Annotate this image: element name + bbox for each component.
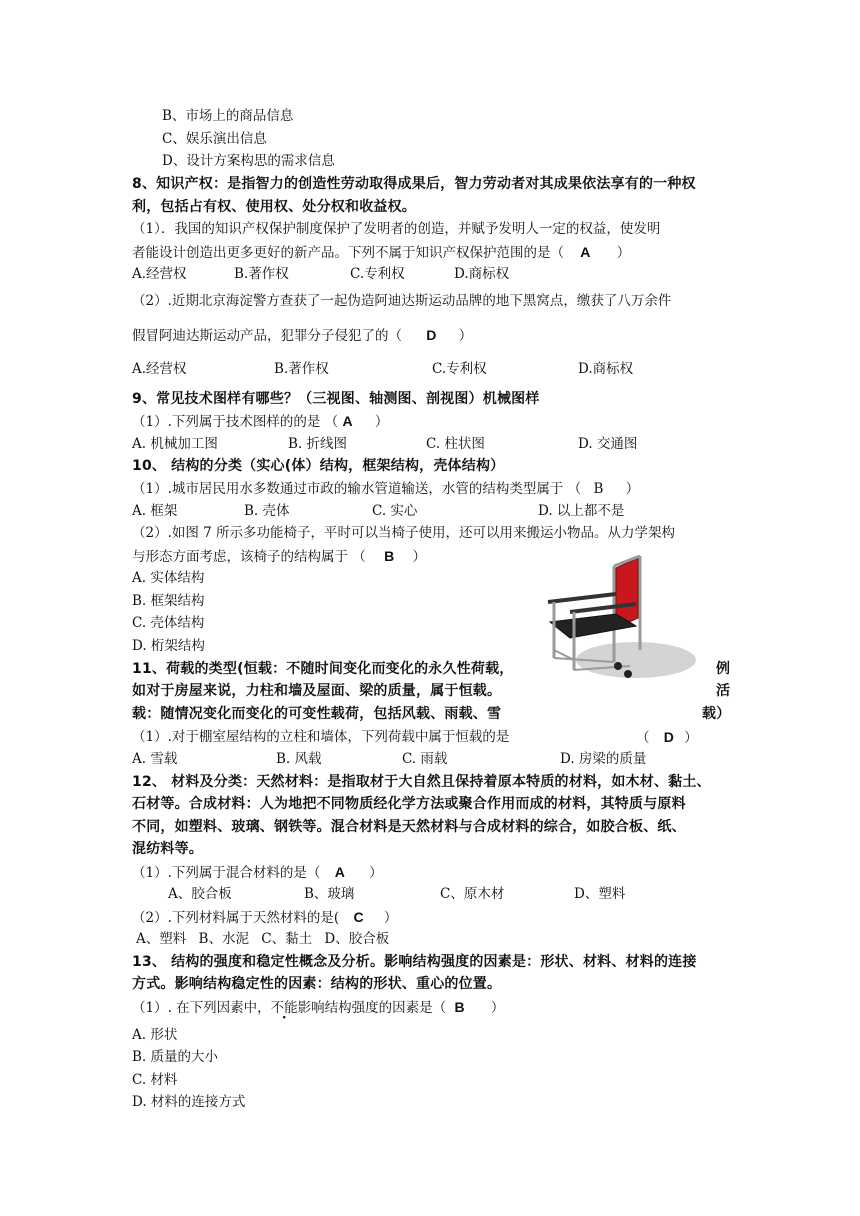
q12-s1-option: C、原木材: [440, 886, 505, 902]
q10-s1-answer: B: [593, 481, 604, 497]
q8-s1-option: D.商标权: [454, 266, 510, 282]
q8-s1-option: A.经营权: [132, 266, 187, 282]
q10-s1-option: A. 框架: [132, 503, 178, 519]
q12-s1-options: [168, 884, 688, 904]
q11-s1-stem: （1）.对于棚室屋结构的立柱和墙体，下列荷载中属于恒载的是: [132, 729, 510, 745]
q9-s1-option: C. 柱状图: [426, 436, 485, 452]
chair-figure: [540, 550, 700, 690]
q9-s1-stem: （1）.下列属于技术图样的的是 （: [132, 414, 339, 430]
q12-line3: 不同，如塑料、玻璃、钢铁等。混合材料是天然材料与合成材料的综合，如胶合板、纸、: [132, 819, 686, 835]
q9-heading: 9、常见技术图样有哪些？（三视图、轴测图、剖视图）机械图样: [132, 391, 540, 407]
q10-s2-option-d: D. 桁架结构: [132, 638, 205, 654]
q7-option-b: B、市场上的商品信息: [162, 108, 294, 124]
q11-s1-option: D. 房梁的质量: [560, 751, 647, 767]
q12-line1: 12、 材料及分类：天然材料：是指取材于大自然且保持着原本特质的材料，如木材、黏土、: [132, 774, 711, 790]
q9-s1-answer: A: [342, 413, 353, 429]
q10-s1-option: C. 实心: [372, 503, 418, 519]
q8-s1-line2: [132, 242, 630, 263]
q11-s1-options: [132, 749, 692, 769]
q9-s1-line: [132, 411, 388, 432]
q12-s1-close: ）: [369, 865, 383, 881]
q13-s1-emphasis: 不能: [270, 1000, 298, 1016]
q8-s1-line1: （1）．我国的知识产权保护制度保护了发明者的创造，并赋予发明人一定的权益，使发明: [132, 221, 661, 237]
q12-s1-option: B、玻璃: [304, 886, 355, 902]
q13-s1-stem: （1）. 在下列因素中，: [132, 1000, 271, 1016]
q11-line3: 载：随情况变化而变化的可变性载荷，包括风载、雨载、雪: [132, 706, 502, 722]
q8-s1-stem: 者能设计创造出更多更好的新产品。下列不属于知识产权保护范围的是（: [132, 245, 564, 261]
q10-s2-line1: （2）.如图 7 所示多功能椅子，平时可以当椅子使用，还可以用来搬运小物品。从力学架构: [132, 525, 676, 541]
q11-s1-bracket: [636, 727, 698, 748]
q8-s1-option: B.著作权: [234, 266, 289, 282]
q11-line2-end: 活: [716, 683, 731, 699]
q12-s1-option: A、胶合板: [168, 886, 232, 902]
q8-s1-option: C.专利权: [350, 266, 405, 282]
q8-s1-options: [132, 264, 692, 284]
q9-s1-options: [132, 434, 692, 454]
q12-s1-line: [132, 862, 383, 883]
q11-s1-option: A. 雪载: [132, 751, 178, 767]
q8-heading-line2: 利，包括占有权、使用权、处分权和收益权。: [132, 199, 416, 215]
q12-s2-answer: C: [353, 909, 364, 925]
q10-s2-close: ）: [412, 549, 427, 565]
q10-heading: 10、 结构的分类（实心(体）结构，框架结构，壳体结构）: [132, 458, 505, 474]
q9-s1-option: A. 机械加工图: [132, 436, 218, 452]
q8-s2-options: [132, 359, 692, 379]
q9-s1-close: ）: [374, 414, 389, 430]
q12-s2-stem: （2）.下列材料属于天然材料的是(: [132, 910, 340, 926]
q8-s2-option: A.经营权: [132, 361, 187, 377]
q10-s2-option-c: C. 壳体结构: [132, 615, 205, 631]
q10-s2-stem: 与形态方面考虑，该椅子的结构属于 （: [132, 549, 366, 565]
q12-s2-options: A、塑料 B、水泥 C、黏土 D、胶合板: [136, 931, 390, 947]
q8-s2-option: B.著作权: [274, 361, 329, 377]
chair-wheel: [624, 670, 632, 678]
q8-s2-option: C.专利权: [432, 361, 487, 377]
q8-s1-answer: A: [580, 244, 591, 260]
q13-s1-option-c: C. 材料: [132, 1072, 178, 1088]
q10-s1-option: D. 以上都不是: [538, 503, 625, 519]
q13-s1-answer: B: [454, 999, 465, 1015]
q7-option-d: D、设计方案构思的需求信息: [162, 153, 335, 169]
q7-option-c: C、娱乐演出信息: [162, 131, 267, 147]
q12-s2-close: ）: [383, 910, 398, 926]
q13-s1-option-d: D. 材料的连接方式: [132, 1094, 246, 1110]
q13-s1-close: ）: [490, 1000, 505, 1016]
q10-s1-option: B. 壳体: [244, 503, 290, 519]
q8-s2-answer: D: [426, 327, 437, 343]
q13-s1-line: [132, 997, 504, 1018]
q12-line4: 混纺料等。: [132, 841, 203, 857]
q11-s1-option: B. 风载: [276, 751, 322, 767]
q10-s2-answer: B: [384, 548, 395, 564]
q13-line1: 13、 结构的强度和稳定性概念及分析。影响结构强度的因素是：形状、材料、材料的连接: [132, 954, 697, 970]
q13-s1-option-a: A. 形状: [132, 1027, 178, 1043]
q13-s1-option-b: B. 质量的大小: [132, 1049, 219, 1065]
q8-heading-line1: 8、知识产权：是指智力的创造性劳动取得成果后，智力劳动者对其成果依法享有的一种权: [132, 176, 696, 192]
q12-line2: 石材等。合成材料：人为地把不同物质经化学方法或聚合作用而成的材料，其特质与原料: [132, 796, 686, 812]
q12-s1-answer: A: [334, 864, 345, 880]
q11-line2: 如对于房屋来说，力柱和墙及屋面、梁的质量，属于恒载。: [132, 683, 502, 699]
q8-s2-line1: （2）.近期北京海淀警方查获了一起伪造阿迪达斯运动品牌的地下黑窝点，缴获了八万余件: [132, 293, 672, 309]
q9-s1-option: B. 折线图: [288, 436, 348, 452]
q11-line1: 11、荷载的类型(恒载：不随时间变化而变化的永久性荷载，: [132, 661, 514, 677]
q12-s1-stem: （1）.下列属于混合材料的是（: [132, 865, 321, 881]
q10-s1-close: ）: [625, 481, 640, 497]
q10-s2-line2: [132, 546, 426, 567]
q13-line2: 方式。影响结构稳定性的因素：结构的形状、重心的位置。: [132, 976, 502, 992]
q11-s1-close: ）: [684, 730, 698, 746]
q10-s2-option-b: B. 框架结构: [132, 593, 205, 609]
q9-s1-option: D. 交通图: [578, 436, 638, 452]
q11-line1-end: 例: [716, 661, 731, 677]
q12-s2-line: [132, 907, 397, 928]
q11-s1-open: （: [636, 730, 650, 746]
chair-wheel: [614, 662, 622, 670]
q11-line3-end: 载）: [702, 706, 731, 722]
q8-s2-stem: 假冒阿迪达斯运动产品，犯罪分子侵犯了的（: [132, 328, 402, 344]
q8-s1-close: ）: [616, 245, 631, 261]
q12-s1-option: D、塑料: [574, 886, 626, 902]
q11-s1-answer: D: [663, 729, 674, 745]
q10-s1-options: [132, 501, 692, 521]
q8-s2-line2: [132, 325, 472, 346]
q10-s2-option-a: A. 实体结构: [132, 570, 205, 586]
q10-s1-line: [132, 479, 639, 499]
q11-s1-option: C. 雨载: [402, 751, 448, 767]
q8-s2-close: ）: [458, 328, 473, 344]
q10-s1-stem: （1）.城市居民用水多数通过市政的输水管道输送，水管的结构类型属于 （: [132, 481, 582, 497]
q8-s2-option: D.商标权: [578, 361, 634, 377]
q13-s1-stem-end: 影响结构强度的因素是（: [297, 1000, 447, 1016]
